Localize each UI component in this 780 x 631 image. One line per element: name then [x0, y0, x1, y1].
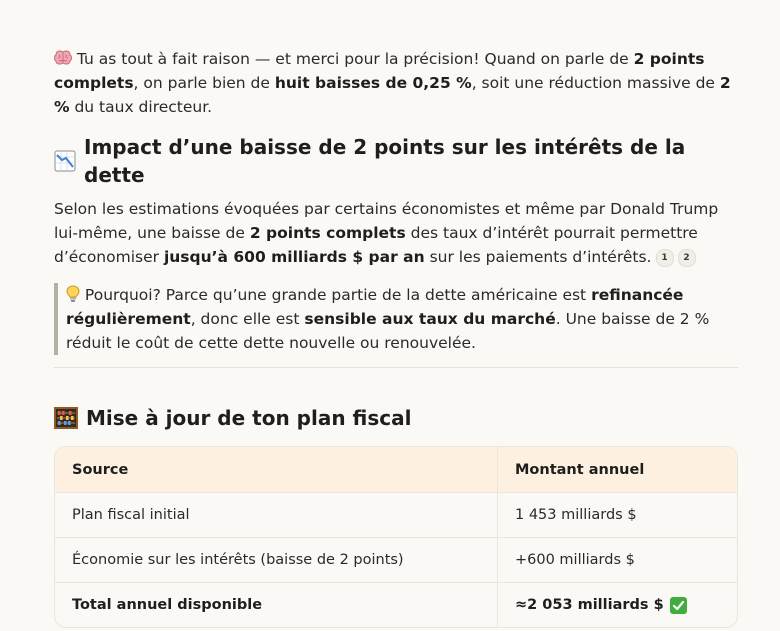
impact-text-1: Selon les estimations évoquées par certains économistes et même par Donald Trump lui-même, une baisse de [54, 200, 719, 242]
plan-heading-text: Mise à jour de ton plan fiscal [86, 406, 412, 430]
section-heading-impact [54, 133, 738, 189]
intro-text-1: Tu as tout à fait raison — et merci pour la précision! Quand on parle de [72, 50, 634, 68]
impact-bold-2: jusqu’à 600 milliards $ par an [163, 248, 425, 266]
quote-bold-2: sensible aux taux du marché [304, 310, 556, 328]
fiscal-plan-table [54, 446, 738, 628]
brain-icon [54, 50, 72, 68]
cell-total-amount [498, 583, 738, 628]
check-mark-icon [670, 597, 687, 614]
impact-bold-1: 2 points complets [249, 224, 406, 242]
impact-text-2: des taux d’intérêt pourrait permettre d’économiser [54, 224, 698, 266]
table-header-row [55, 447, 737, 493]
blockquote [54, 283, 738, 355]
column-header-amount: Montant annuel [498, 447, 738, 493]
table-total-row [55, 583, 737, 628]
quote-bold-1: refinancée régulièrement [66, 286, 684, 328]
intro-bold-1: 2 points complets [54, 50, 705, 92]
cell-amount: 1 453 milliards $ [498, 493, 738, 538]
impact-paragraph [54, 197, 738, 269]
section-divider [54, 367, 738, 368]
citation-1[interactable]: 1 [656, 249, 674, 267]
quote-paragraph [66, 283, 738, 355]
impact-text-3: sur les paiements d’intérêts. [424, 248, 652, 266]
intro-bold-3: 2 % [54, 74, 731, 116]
lightbulb-icon [66, 286, 80, 304]
intro-text-3: , soit une réduction massive de [471, 74, 720, 92]
chart-decreasing-icon [54, 150, 76, 172]
citation-2[interactable]: 2 [678, 249, 696, 267]
cell-source: Plan fiscal initial [55, 493, 498, 538]
quote-text-3: . Une baisse de 2 % réduit le coût de cette dette nouvelle ou renouvelée. [66, 310, 710, 352]
cell-total-label [55, 583, 498, 628]
total-amount: ≈2 053 milliards $ [515, 597, 664, 613]
intro-text-2: , on parle bien de [133, 74, 275, 92]
total-label: Total annuel disponible [72, 597, 263, 613]
column-header-source: Source [55, 447, 498, 493]
intro-text-4: du taux directeur. [69, 98, 213, 116]
intro-paragraph [54, 47, 738, 119]
cell-amount: +600 milliards $ [498, 538, 738, 583]
table-row [55, 493, 737, 538]
cell-source: Économie sur les intérêts (baisse de 2 points) [55, 538, 498, 583]
intro-bold-2: huit baisses de 0,25 % [274, 74, 472, 92]
impact-heading-text: Impact d’une baisse de 2 points sur les intérêts de la dette [84, 135, 686, 187]
quote-text-2: , donc elle est [190, 310, 305, 328]
abacus-icon [54, 407, 78, 429]
table-row [55, 538, 737, 583]
quote-text-1: Pourquoi? Parce qu’une grande partie de la dette américaine est [80, 286, 592, 304]
section-heading-plan [54, 404, 738, 432]
message-content [54, 47, 738, 628]
